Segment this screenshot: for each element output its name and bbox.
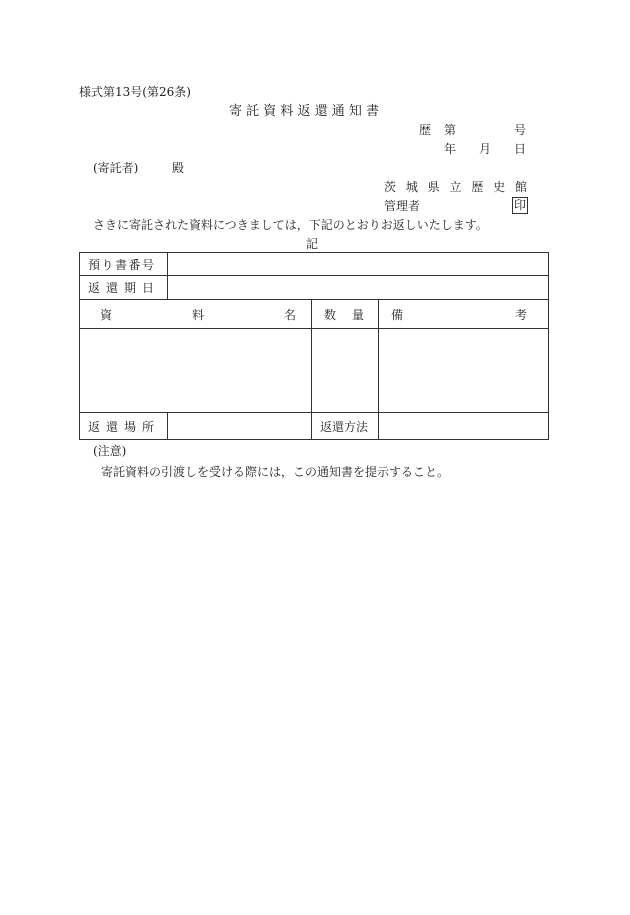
addressee-honorific: 殿 [172, 161, 185, 175]
remarks-header [379, 300, 549, 329]
material-header-char: 料 [191, 307, 204, 322]
doc-number-suffix: 号 [513, 123, 526, 137]
deposit-number-char: 書 [114, 257, 127, 272]
addressee-label: (寄託者) [93, 161, 139, 175]
form-number: 様式第13号(第26条) [79, 85, 191, 99]
material-header-char: 名 [283, 307, 296, 322]
remarks-header-char: 考 [514, 307, 527, 322]
document-title: 寄 託 資 料 返 還 通 知 書 [229, 104, 380, 119]
material-name-entry[interactable] [80, 329, 312, 413]
return-place-char: 返 [88, 419, 101, 434]
note-heading: (注意) [93, 444, 127, 458]
quantity-header-char: 量 [351, 307, 364, 322]
issuer-char: 県 [427, 180, 440, 194]
deposit-number-value[interactable] [168, 253, 549, 276]
quantity-header-char: 数 [324, 307, 337, 322]
date-day: 日 [513, 142, 526, 156]
deposit-number-char: り [101, 257, 114, 272]
remarks-header-char: 備 [391, 307, 404, 322]
return-method-value[interactable] [379, 413, 549, 440]
issuer-char: 歴 [471, 180, 484, 194]
return-date-char: 期 [123, 281, 136, 295]
issuer-organization [384, 180, 527, 194]
issuer-char: 史 [493, 180, 506, 194]
quantity-entry[interactable] [312, 329, 379, 413]
return-date-label-cell [80, 276, 168, 300]
material-header-char: 資 [100, 307, 113, 322]
doc-number-dai: 第 [443, 123, 456, 137]
note-text: 寄託資料の引渡しを受ける際には，この通知書を提示すること。 [101, 465, 450, 479]
doc-number-prefix: 歴 [419, 123, 432, 137]
return-date-char: 還 [105, 281, 118, 295]
return-method-label: 返還方法 [312, 413, 379, 440]
return-place-label-cell [80, 413, 168, 440]
issuer-char: 立 [449, 180, 462, 194]
return-place-value[interactable] [168, 413, 312, 440]
date-year: 年 [444, 142, 457, 156]
issuer-char: 城 [405, 180, 418, 194]
ki-heading: 記 [306, 237, 319, 251]
deposit-number-char: 番 [128, 257, 141, 272]
quantity-header [312, 300, 379, 329]
issuer-char: 館 [514, 180, 527, 194]
deposit-number-char: 預 [88, 257, 101, 272]
remarks-entry[interactable] [379, 329, 549, 413]
notice-form-table [79, 252, 549, 440]
material-name-header [80, 300, 312, 329]
date-line [444, 142, 526, 156]
return-date-char: 日 [141, 281, 154, 295]
return-place-char: 所 [141, 419, 154, 434]
date-month: 月 [478, 142, 491, 156]
deposit-number-label-cell [80, 253, 168, 276]
issuer-manager: 管理者 [384, 199, 421, 213]
return-date-value[interactable] [168, 276, 549, 300]
return-place-char: 還 [105, 419, 118, 434]
intro-text: さきに寄託された資料につきましては，下記のとおりお返しいたします。 [93, 218, 488, 232]
return-date-char: 返 [88, 281, 101, 295]
document-number-line [419, 123, 526, 137]
issuer-char: 茨 [384, 180, 397, 194]
seal-mark: 印 [513, 198, 526, 212]
deposit-number-char: 号 [141, 257, 154, 272]
return-place-char: 場 [123, 419, 136, 434]
